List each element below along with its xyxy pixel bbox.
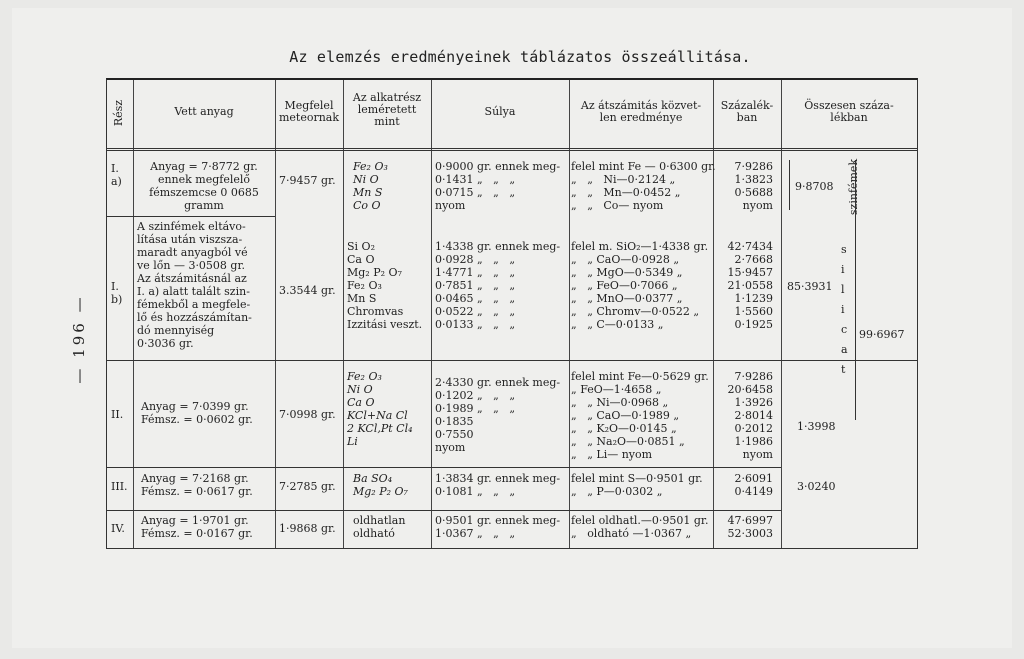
row-label: I. a) xyxy=(111,162,122,188)
header-osszesen: Összesen száza- lékban xyxy=(804,99,894,124)
group-label-szinfemek: szinfémek xyxy=(847,158,860,216)
header-megfelel: Megfelel meteornak xyxy=(278,99,340,124)
brace xyxy=(781,160,790,210)
vett-anyag-cell: Anyag = 7·8772 gr. ennek megfelelő fémszemcse 0 0685 gramm xyxy=(149,160,259,212)
brace xyxy=(847,160,856,420)
page-number xyxy=(64,294,94,384)
megfelel-cell: 7·2785 gr. xyxy=(279,480,336,493)
osszesen-cell: 85·3931 xyxy=(787,280,833,293)
header-szazalek: Százalék- ban xyxy=(720,99,774,124)
row-label: II. xyxy=(111,408,124,421)
group-label-silicat: s i l i c a t xyxy=(841,243,848,376)
row-label: I. b) xyxy=(111,280,123,306)
sulya-cell: 2·4330 gr. ennek meg- 0·1202 „ „ „ 0·1989 „ „ „ 0·1835 0·7550 nyom xyxy=(435,376,561,454)
results-table xyxy=(106,78,918,549)
row-rule xyxy=(107,467,781,468)
atszamitas-cell: felel oldhatl.—0·9501 gr. „ oldható —1·0367 „ xyxy=(571,514,709,540)
header-rule xyxy=(107,150,917,151)
header-rule xyxy=(107,148,917,149)
megfelel-cell: 3.3544 gr. xyxy=(279,284,336,297)
header-alkatresz: Az alkatrész leméretett mint xyxy=(352,91,422,128)
vett-anyag-cell: Anyag = 7·0399 gr. Fémsz. = 0·0602 gr. xyxy=(141,400,253,426)
sulya-cell: 1·4338 gr. ennek meg- 0·0928 „ „ „ 1·4771 „ „ „ 0·7851 „ „ „ 0·0465 „ „ „ 0·0522 „ „ „ 0·0133 „ „ „ xyxy=(435,240,561,331)
grand-total: 99·6967 xyxy=(859,328,905,341)
page-number-text: — 196 — xyxy=(70,294,88,384)
vett-anyag-cell: Anyag = 1·9701 gr. Fémsz. = 0·0167 gr. xyxy=(141,514,253,540)
alkatresz-cell: Si O₂ Ca O Mg₂ P₂ O₇ Fe₂ O₃ Mn S Chromvas Izzitási veszt. xyxy=(347,240,423,331)
sulya-cell: 0·9000 gr. ennek meg- 0·1431 „ „ „ 0·0715 „ „ „ nyom xyxy=(435,160,561,212)
sulya-cell: 1·3834 gr. ennek meg- 0·1081 „ „ „ xyxy=(435,472,561,498)
szazalek-cell: 47·6997 52·3003 xyxy=(727,514,773,540)
megfelel-cell: 7·0998 gr. xyxy=(279,408,336,421)
row-label: IV. xyxy=(111,522,125,535)
alkatresz-cell: Ba SO₄ Mg₂ P₂ O₇ xyxy=(353,472,408,498)
atszamitas-cell: felel mint Fe — 0·6300 gr. „ „ Ni—0·2124 „ „ „ Mn—0·0452 „ „ „ Co— nyom xyxy=(571,160,716,212)
table-title: Az elemzés eredményeinek táblázatos összeállitása. xyxy=(289,48,751,66)
megfelel-cell: 1·9868 gr. xyxy=(279,522,336,535)
header-vett-anyag: Vett anyag xyxy=(174,105,234,118)
atszamitas-cell: felel m. SiO₂—1·4338 gr. „ „ CaO—0·0928 „ „ „ MgO—0·5349 „ „ „ FeO—0·7066 „ „ „ MnO—0·0377 „ „ „ Chromv—0·0522 „ „ „ C—0·0133 „ xyxy=(571,240,709,331)
alkatresz-cell: Fe₂ O₃ Ni O Mn S Co O xyxy=(353,160,388,212)
szazalek-cell: 42·7434 2·7668 15·9457 21·0558 1·1239 1·5560 0·1925 xyxy=(727,240,773,331)
osszesen-cell: 3·0240 xyxy=(797,480,836,493)
vett-anyag-cell: A szinfémek eltávo- lítása után viszsza- maradt anyagból vé ve lőn — 3·0508 gr. Az átszámitásnál az I. a) alatt talált szin- fémekből a megfele- lő és hozzászámítan- dó mennyiség 0·3036 gr. xyxy=(137,220,252,350)
megfelel-cell: 7·9457 gr. xyxy=(279,174,336,187)
szazalek-cell: 2·6091 0·4149 xyxy=(734,472,773,498)
szazalek-cell: 7·9286 20·6458 1·3926 2·8014 0·2012 1·1986 nyom xyxy=(727,370,773,461)
osszesen-cell: 1·3998 xyxy=(797,420,836,433)
vett-anyag-cell: Anyag = 7·2168 gr. Fémsz. = 0·0617 gr. xyxy=(141,472,253,498)
row-rule xyxy=(107,360,917,361)
header-resz: Rész xyxy=(112,99,125,127)
row-rule xyxy=(107,510,781,511)
alkatresz-cell: oldhatlan oldható xyxy=(353,514,406,540)
header-sulya: Súlya xyxy=(484,105,516,118)
row-label: III. xyxy=(111,480,128,493)
osszesen-cell: 9·8708 xyxy=(795,180,834,193)
atszamitas-cell: felel mint Fe—0·5629 gr. „ FeO—1·4658 „ „ „ Ni—0·0968 „ „ „ CaO—0·1989 „ „ „ K₂O—0·0145 „ „ „ Na₂O—0·0851 „ „ „ Li— nyom xyxy=(571,370,709,461)
row-rule xyxy=(107,216,275,217)
szazalek-cell: 7·9286 1·3823 0·5688 nyom xyxy=(734,160,773,212)
header-atszamitas: Az átszámitás közvet- len eredménye xyxy=(580,99,702,124)
alkatresz-cell: Fe₂ O₃ Ni O Ca O KCl+Na Cl 2 KCl,Pt Cl₄ Li xyxy=(347,370,413,448)
sulya-cell: 0·9501 gr. ennek meg- 1·0367 „ „ „ xyxy=(435,514,561,540)
atszamitas-cell: felel mint S—0·9501 gr. „ „ P—0·0302 „ xyxy=(571,472,703,498)
